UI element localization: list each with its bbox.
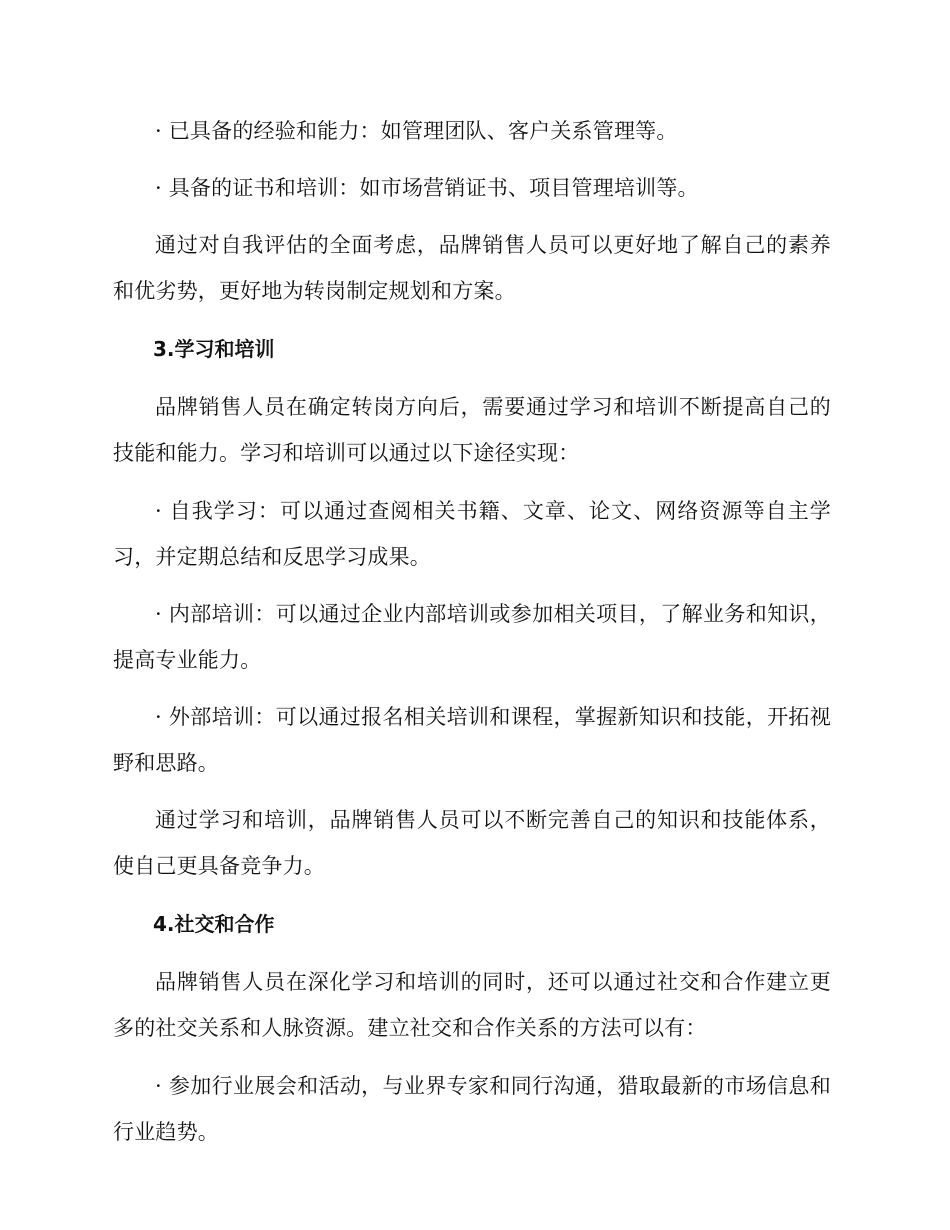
bullet-experience: · 已具备的经验和能力：如管理团队、客户关系管理等。 [155, 119, 678, 143]
paragraph-social-intro: 品牌销售人员在深化学习和培训的同时，还可以通过社交和合作建立更多的社交关系和人脉资源。建立社交和合作关系的方法可以有： [113, 970, 831, 1040]
bullet-self-learning: · 自我学习：可以通过查阅相关书籍、文章、论文、网络资源等自主学习，并定期总结和反思学习成果。 [113, 499, 831, 569]
bullet-external-training: · 外部培训：可以通过报名相关培训和课程，掌握新知识和技能，开拓视野和思路。 [113, 705, 831, 775]
bullet-internal-training: · 内部培训：可以通过企业内部培训或参加相关项目，了解业务和知识，提高专业能力。 [113, 602, 831, 672]
section-heading-learning: 3.学习和培训 [153, 337, 275, 361]
section-heading-social: 4.社交和合作 [153, 912, 275, 936]
paragraph-learning-summary: 通过学习和培训，品牌销售人员可以不断完善自己的知识和技能体系，使自己更具备竞争力。 [113, 808, 831, 878]
bullet-certificates: · 具备的证书和培训：如市场营销证书、项目管理培训等。 [155, 176, 699, 200]
document-page [113, 108, 831, 1166]
paragraph-learning-intro: 品牌销售人员在确定转岗方向后，需要通过学习和培训不断提高自己的技能和能力。学习和培训可以通过以下途径实现： [113, 395, 831, 465]
bullet-industry-events: · 参加行业展会和活动，与业界专家和同行沟通，猎取最新的市场信息和行业趋势。 [113, 1074, 831, 1144]
paragraph-self-assessment-summary: 通过对自我评估的全面考虑，品牌销售人员可以更好地了解自己的素养和优劣势，更好地为转岗制定规划和方案。 [113, 233, 831, 303]
